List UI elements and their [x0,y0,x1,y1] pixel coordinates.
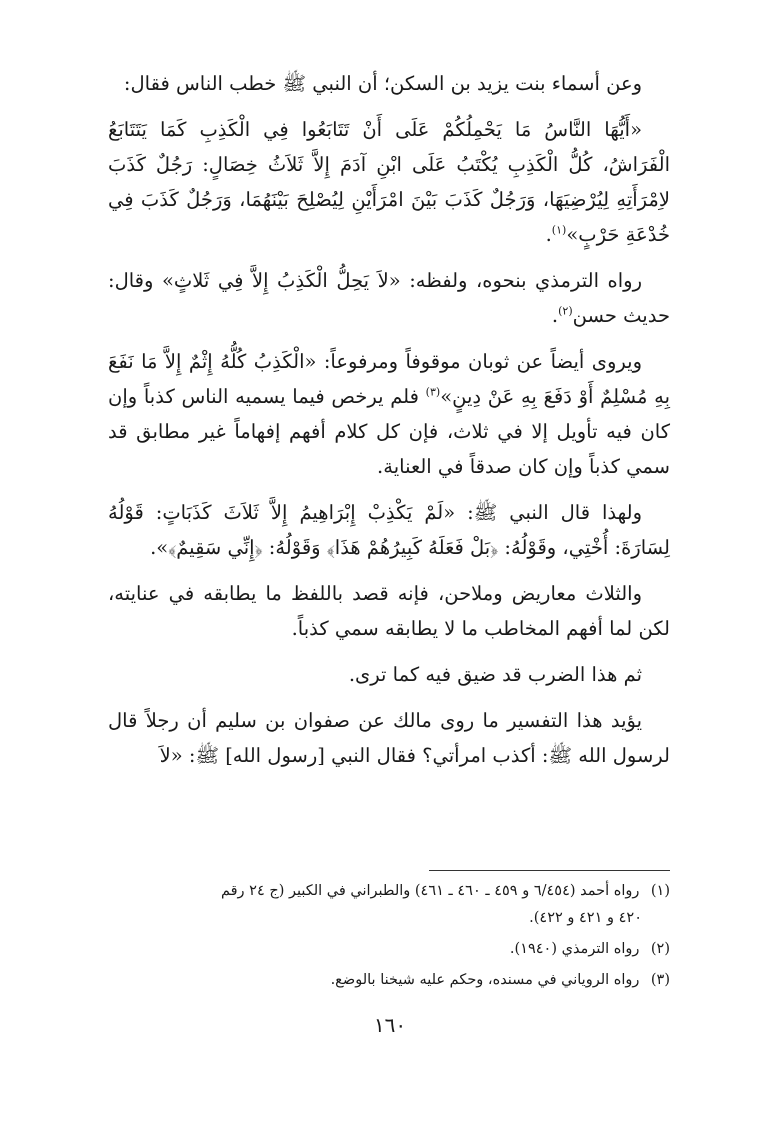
paragraph-p5 [108,495,670,565]
paragraph-text: فلم يرخص فيما يسميه الناس كذباً وإن كان فيه تأويل إلا في ثلاث، فإن كل كلام أفهم إفهاماً غير مطابق قد سمي كذباً وإن كان صدقاً في العناية. [108,385,670,478]
paragraph-p6 [108,576,670,646]
footnote [108,936,670,963]
footnote-text: رواه الترمذي (١٩٤٠). [509,941,640,957]
paragraph-text: . [545,223,552,246]
paragraph-p7 [108,657,670,692]
footnote-ref: (٢) [558,304,573,318]
footnote-ref: (١) [551,223,567,237]
paragraph-text: ولهذا قال النبي ﷺ: «لَمْ يَكْذِبْ إِبْرَاهِيمُ إِلاَّ ثَلاَثَ كَذَبَاتٍ: قَوْلُهُ لِسَارَةَ: أُخْتِي، وقَوْلُهُ: ﴿بَلْ فَعَلَهُ كَبِيرُهُمْ هَذَا﴾ وَقَوْلُهُ: ﴿إِنِّي سَقِيمٌ﴾». [108,501,670,559]
footnote-number: (١) [650,883,670,899]
footnote-continuation: ٤٢٠ و ٤٢١ و ٤٢٢). [529,910,642,926]
paragraph-text: وعن أسماء بنت يزيد بن السكن؛ أن النبي ﷺ خطب الناس فقال: [123,72,642,95]
paragraph-text: . [551,304,559,327]
footnote-text: رواه أحمد (٦/٤٥٤ و ٤٥٩ ـ ٤٦٠ ـ ٤٦١) والطبراني في الكبير (ج ٢٤ رقم [220,883,640,899]
paragraph-text: «أَيُّهَا النَّاسُ مَا يَحْمِلُكُمْ عَلَى أَنْ تَتَابَعُوا فِي الْكَذِبِ كَمَا يَتَتَابَعُ الْفَرَاشُ، كُلُّ الْكَذِبِ يُكْتَبُ عَلَى ابْنِ آدَمَ إِلاَّ ثَلاَثُ خِصَالٍ: رَجُلٌ كَذَبَ لاِمْرَأَتِهِ لِيُرْضِيَهَا، وَرَجُلٌ كَذَبَ بَيْنَ امْرَأَيْنِ لِيُصْلِحَ بَيْنَهُمَا، وَرَجُلٌ كَذَبَ فِي خُدْعَةِ حَرْبٍ» [108,118,670,246]
page-number: ١٦٠ [373,1013,407,1037]
footnote-ref: (٣) [425,385,441,399]
footnotes [108,878,670,998]
paragraph-text: ثم هذا الضرب قد ضيق فيه كما ترى. [348,663,642,686]
paragraph-p1 [108,66,670,101]
footnote [108,967,670,994]
paragraph-p4 [108,344,670,484]
footnote-number: (٣) [650,972,670,988]
paragraph-p3 [108,263,670,333]
footnote-separator [429,870,670,871]
paragraph-text: يؤيد هذا التفسير ما روى مالك عن صفوان بن سليم أن رجلاً قال لرسول الله ﷺ: أكذب امرأتي؟ فقال النبي [رسول الله] ﷺ: «لاَ [108,709,670,767]
paragraph-text: ويروى أيضاً عن ثوبان موقوفاً ومرفوعاً: «الْكَذِبُ كُلُّهُ إِثْمٌ إِلاَّ مَا نَفَعَ بِهِ مُسْلِمٌ أَوْ دَفَعَ بِهِ عَنْ دِينٍ» [108,350,670,408]
footnote-text: رواه الروياني في مسنده، وحكم عليه شيخنا بالوضع. [330,972,640,988]
paragraph-p2 [108,112,670,252]
footnote [108,878,670,932]
paragraph-text: رواه الترمذي بنحوه، ولفظه: «لاَ يَحِلُّ الْكَذِبُ إِلاَّ فِي ثَلاثٍ» وقال: حديث حسن [108,269,670,327]
paragraph-p8 [108,703,670,773]
footnote-number: (٢) [650,941,670,957]
paragraph-text: والثلاث معاريض وملاحن، فإنه قصد باللفظ ما يطابقه في عنايته، لكن لما أفهم المخاطب ما لا يطابقه سمي كذباً. [108,582,670,640]
main-text [108,66,670,784]
